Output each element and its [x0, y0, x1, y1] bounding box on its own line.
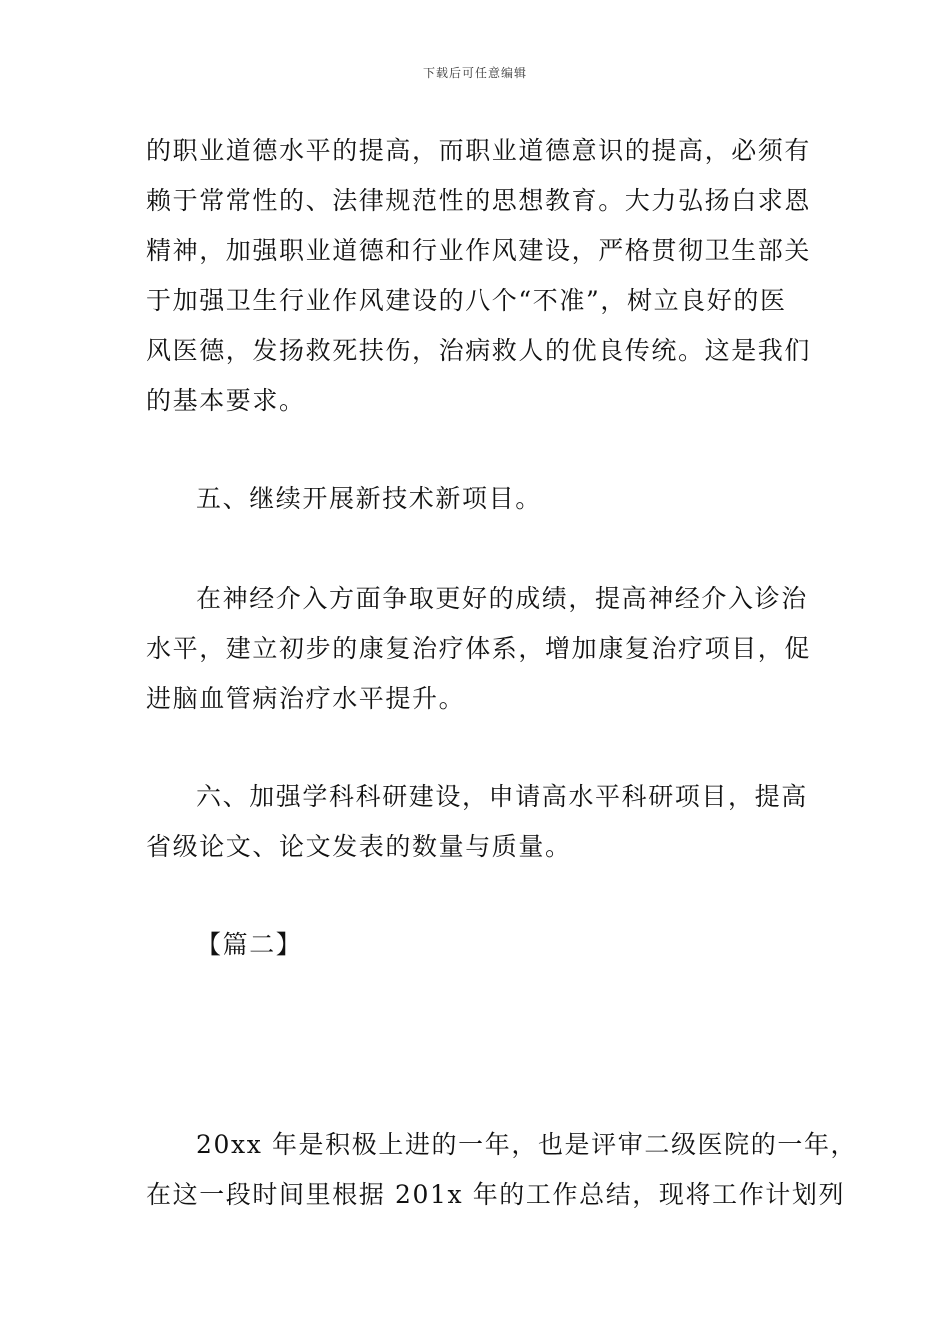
text-line: 赖于常常性的、法律规范性的思想教育。大力弘扬白求恩 — [146, 186, 812, 215]
text-line: 20xx 年是积极上进的一年，也是评审二级医院的一年， — [196, 1130, 858, 1159]
text-line: 省级论文、论文发表的数量与质量。 — [146, 832, 572, 861]
heading-item-five — [146, 474, 826, 524]
text-line: 水平，建立初步的康复治疗体系，增加康复治疗项目，促 — [146, 634, 812, 663]
section-label — [146, 920, 826, 970]
text-line: 进脑血管病治疗水平提升。 — [146, 684, 466, 713]
paragraph-professional-ethics — [146, 126, 826, 426]
heading-text: 五、继续开展新技术新项目。 — [196, 484, 542, 513]
text-line: 的基本要求。 — [146, 386, 306, 415]
paragraph-neuro-intervention — [146, 574, 826, 724]
text-line: 在神经介入方面争取更好的成绩，提高神经介入诊治 — [196, 584, 808, 613]
text-line: 于加强卫生行业作风建设的八个“不准”，树立良好的医 — [146, 286, 787, 315]
text-line: 在这一段时间里根据 201x 年的工作总结，现将工作计划列 — [146, 1180, 846, 1209]
text-line: 风医德，发扬救死扶伤，治病救人的优良传统。这是我们 — [146, 336, 812, 365]
section-label-text: 【篇二】 — [196, 930, 303, 959]
text-line: 六、加强学科科研建设，申请高水平科研项目，提高 — [196, 782, 808, 811]
paragraph-item-six — [146, 772, 826, 872]
text-line: 的职业道德水平的提高，而职业道德意识的提高，必须有 — [146, 136, 812, 165]
paragraph-year-summary — [146, 1120, 858, 1220]
header-note: 下载后可任意编辑 — [422, 66, 527, 80]
text-line: 精神，加强职业道德和行业作风建设，严格贯彻卫生部关 — [146, 236, 812, 265]
